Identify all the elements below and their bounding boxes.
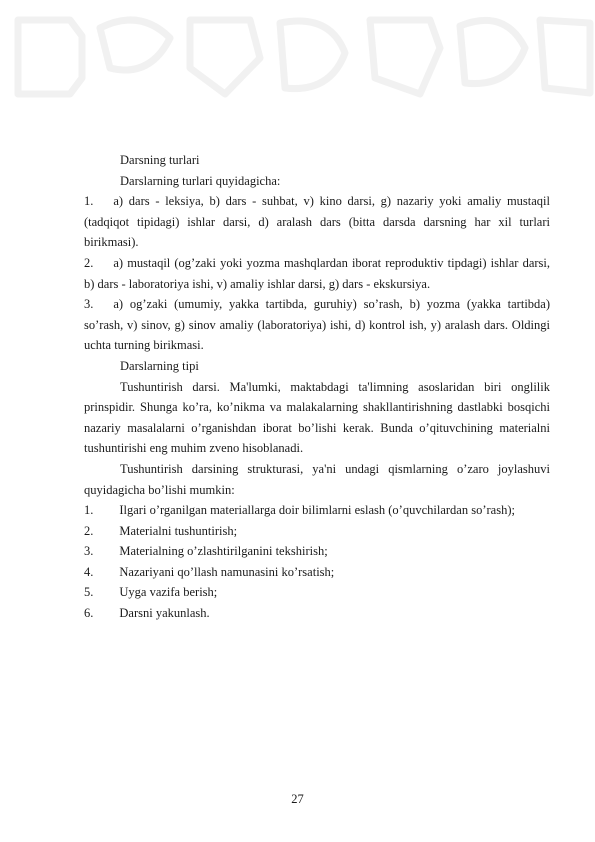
list-item (84, 253, 550, 294)
list-text: a) dars - leksiya, b) dars - suhbat, v) kino darsi, g) nazariy yoki amaliy mustaqil (tadqiqot tipidagi) ishlar darsi, d) aralash dars (bitta darsda darsning har xil turlari birikmasi). (84, 194, 550, 250)
list-number: 4. (84, 564, 94, 579)
list-item (84, 541, 550, 562)
page-number: 27 (291, 792, 304, 806)
body-paragraph: Tushuntirish darsining strukturasi, ya'ni undagi qismlarning o’zaro joylashuvi quyidagicha bo’lishi mumkin: (84, 461, 550, 497)
list-text: Darsni yakunlash. (119, 606, 210, 621)
list-number: 3. (84, 297, 94, 312)
section-heading: Darsning turlari (120, 153, 200, 167)
list-item (84, 294, 550, 356)
list-number: 1. (84, 194, 94, 209)
list-number: 2. (84, 523, 94, 538)
list-item (84, 603, 550, 624)
watermark-pattern (0, 8, 595, 103)
list-text: Ilgari o’rganilgan materiallarga doir bilimlarni eslash (o’quvchilardan so’rash); (119, 503, 515, 518)
list-number: 1. (84, 503, 94, 518)
intro-text: Darslarning turlari quyidagicha: (120, 173, 281, 188)
list-text: Uyga vazifa berish; (119, 585, 218, 600)
list-text: Materialni tushuntirish; (119, 523, 238, 538)
list-text: Nazariyani qo’llash namunasini ko’rsatish; (119, 564, 335, 579)
list-number: 6. (84, 606, 94, 621)
body-paragraph: Tushuntirish darsi. Ma'lumki, maktabdagi ta'limning asoslaridan biri onglilik prinspidir. Shunga ko’ra, ko’nikma va malakalarning shakllantirishning dastlabki bosqichi nazariy masalalarni o’rganishdan iborat bo’lishi kerak. Bunda o’qituvchining materialni tushuntirishi eng muhim zveno hisoblanadi. (84, 379, 550, 456)
section-heading: Darslarning tipi (120, 358, 199, 373)
list-item (84, 562, 550, 583)
main-content (84, 150, 550, 624)
list-item (84, 500, 550, 521)
list-text: a) mustaqil (og’zaki yoki yozma mashqlardan iborat reproduktiv tipdagi) ishlar darsi, b) dars - laboratoriya ishi, v) amaliy ishlar darsi, g) dars - ekskursiya. (84, 255, 550, 291)
list-number: 3. (84, 544, 94, 559)
list-number: 2. (84, 255, 94, 270)
list-text: a) og’zaki (umumiy, yakka tartibda, guruhiy) so’rash, b) yozma (yakka tartibda) so’rash, v) sinov, g) sinov amaliy (laboratoriya) ishi, d) kontrol ish, y) aralash dars. Oldingi uchta turning birikmasi. (84, 297, 550, 353)
list-item (84, 191, 550, 253)
list-item (84, 582, 550, 603)
list-number: 5. (84, 585, 94, 600)
list-item (84, 521, 550, 542)
list-text: Materialning o’zlashtirilganini tekshirish; (119, 544, 328, 559)
